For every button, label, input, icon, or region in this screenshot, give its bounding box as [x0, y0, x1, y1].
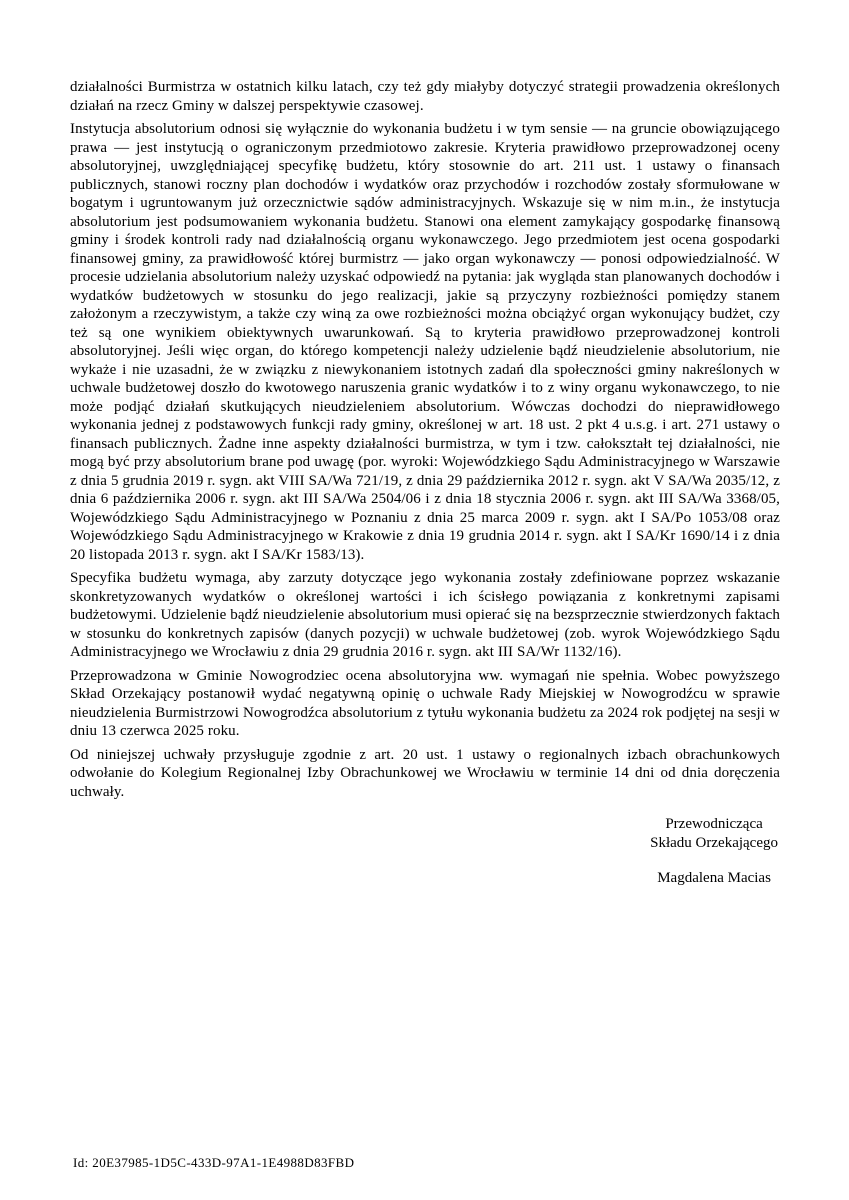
document-body — [70, 78, 780, 888]
signature-role-line-1: Przewodnicząca — [665, 816, 763, 832]
signature-role-line-2: Składu Orzekającego — [650, 834, 778, 851]
paragraph-continuation: działalności Burmistrza w ostatnich kilku latach, czy też gdy miałyby dotyczyć strategii prowadzenia określonych działań na rzecz Gminy w dalszej perspektywie czasowej. — [70, 79, 780, 114]
paragraph-absolutorium-institution: Instytucja absolutorium odnosi się wyłącznie do wykonania budżetu i w tym sensie — na gruncie obowiązującego prawa — jest instytucją o ograniczonym przedmiotowo zakresie. Kryteria prawidłowo przeprowadzonej oceny absolutoryjnej, uwzględniającej specyfikę budżetu, który stosownie do art. 211 ust. 1 ustawy o finansach publicznych, stanowi roczny plan dochodów i wydatków oraz przychodów i rozchodów zostały sformułowane w bogatym i ugruntowanym już orzecznictwie sądów administracyjnych. Wskazuje się w nim m.in., że instytucja absolutorium jest podsumowaniem wykonania budżetu. Stanowi ona element zamykający gospodarkę finansową gminy i środek kontroli rady nad działalnością organu wykonawczego. Jego przedmiotem jest ocena gospodarki finansowej gminy, za prawidłowość której burmistrz — jako organ wykonawczy — ponosi odpowiedzialność. W procesie udzielania absolutorium należy uzyskać odpowiedź na pytania: jak wygląda stan planowanych dochodów i wydatków budżetowych w stosunku do jego realizacji, jakie są przyczyny rozbieżności pomiędzy stanem założonym a rzeczywistym, a także czy winą za owe rozbieżności można obciążyć organ wykonujący budżet, czy też są one wynikiem obiektywnych uwarunkowań. Są to kryteria prawidłowo przeprowadzonej kontroli absolutoryjnej. Jeśli więc organ, do którego kompetencji należy udzielenie bądź nieudzielenie absolutorium, nie wykaże i nie uzasadni, że w związku z niewykonaniem istotnych zadań dla społeczności gminy nakreślonych w uchwale budżetowej doszło do kwotowego naruszenia granic wydatków i to z winy organu wykonawczego, to nie może podjąć działań skutkujących nieudzieleniem absolutorium. Wówczas dochodzi do nieprawidłowego wykonania jednej z podstawowych funkcji rady gminy, określonej w art. 18 ust. 2 pkt 4 u.s.g. i art. 271 ustawy o finansach publicznych. Żadne inne aspekty działalności burmistrza, w tym i tzw. całokształt tej działalności, nie mogą być przy absolutorium brane pod uwagę (por. wyroki: Wojewódzkiego Sądu Administracyjnego w Warszawie z dnia 5 grudnia 2019 r. sygn. akt VIII SA/Wa 721/19, z dnia 29 października 2012 r. sygn. akt V SA/Wa 2035/12, z dnia 6 października 2006 r. sygn. akt III SA/Wa 2504/06 i z dnia 18 stycznia 2006 r. sygn. akt III SA/Wa 3368/05, Wojewódzkiego Sądu Administracyjnego w Poznaniu z dnia 25 marca 2009 r. sygn. akt I SA/Po 1053/08 oraz Wojewódzkiego Sądu Administracyjnego w Krakowie z dnia 19 grudnia 2014 r. sygn. akt I SA/Kr 1690/14 i z dnia 20 listopada 2013 r. sygn. akt I SA/Kr 1583/13). — [70, 121, 780, 563]
paragraph-negative-opinion: Przeprowadzona w Gminie Nowogrodziec ocena absolutoryjna ww. wymagań nie spełnia. Wobec powyższego Skład Orzekający postanowił wydać negatywną opinię o uchwale Rady Miejskiej w Nowogrodźcu w sprawie nieudzielenia Burmistrzowi Nowogrodźca absolutorium z tytułu wykonania budżetu za 2024 rok podjętej na sesji w dniu 13 czerwca 2025 roku. — [70, 667, 780, 739]
paragraph-appeal-rights: Od niniejszej uchwały przysługuje zgodnie z art. 20 ust. 1 ustawy o regionalnych izbach obrachunkowych odwołanie do Kolegium Regionalnej Izby Obrachunkowej we Wrocławiu w terminie 14 dni od dnia doręczenia uchwały. — [70, 746, 780, 800]
paragraph-budget-specificity: Specyfika budżetu wymaga, aby zarzuty dotyczące jego wykonania zostały zdefiniowane poprzez wskazanie skonkretyzowanych wydatków o określonej wartości i ich ścisłego powiązania z konkretnymi zapisami budżetowymi. Udzielenie bądź nieudzielenie absolutorium musi opierać się na bezsprzecznie stwierdzonych faktach w stosunku do konkretnych zapisów (danych pozycji) w uchwale budżetowej (zob. wyrok Wojewódzkiego Sądu Administracyjnego we Wrocławiu z dnia 29 grudnia 2016 r. sygn. akt III SA/Wr 1132/16). — [70, 570, 780, 660]
document-id-footer: Id: 20E37985-1D5C-433D-97A1-1E4988D83FBD — [73, 1155, 355, 1170]
signature-block — [650, 815, 778, 888]
signature-name: Magdalena Macias — [657, 870, 771, 886]
